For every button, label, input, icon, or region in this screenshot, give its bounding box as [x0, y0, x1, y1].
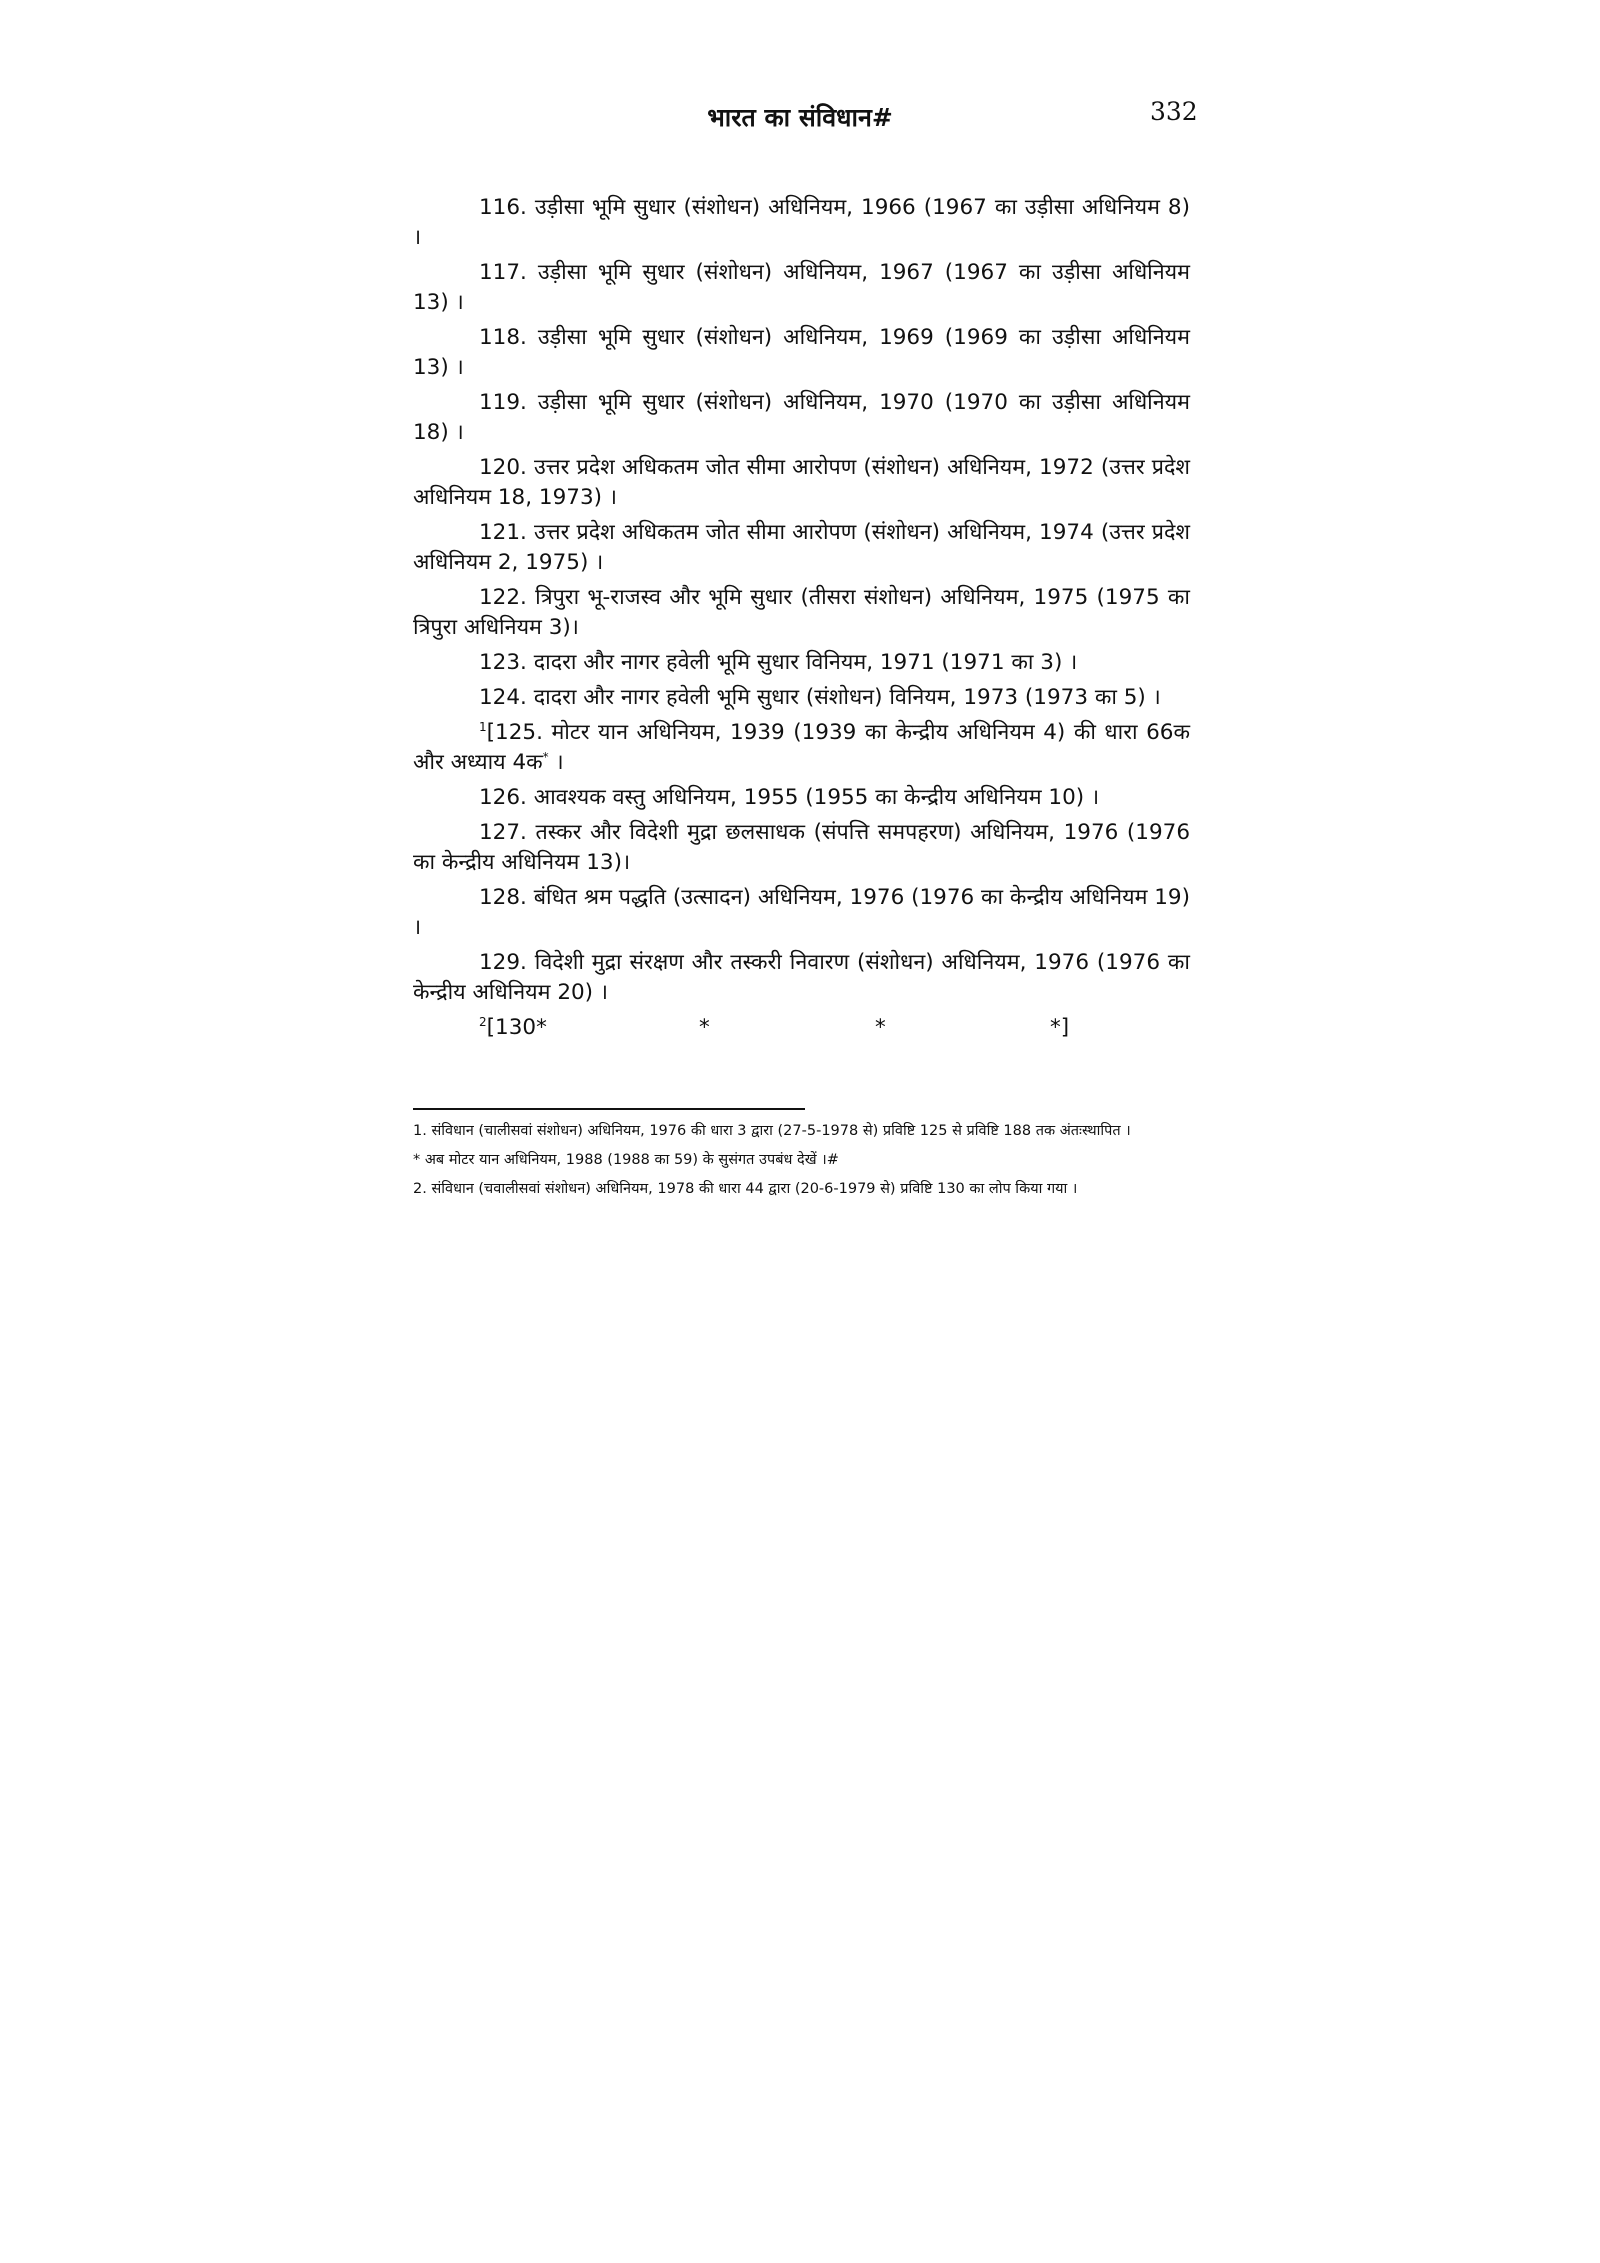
omitted-entry-number: [130*	[486, 1015, 547, 1040]
schedule-entry-117: 117. उड़ीसा भूमि सुधार (संशोधन) अधिनियम, 1967 (1967 का उड़ीसा अधिनियम 13) ।	[413, 260, 1190, 315]
entry-text: [125. मोटर यान अधिनियम, 1939 (1939 का केन्द्रीय अधिनियम 4) की धारा 66क और अध्याय 4क	[413, 720, 1190, 775]
schedule-entry-121: 121. उत्तर प्रदेश अधिकतम जोत सीमा आरोपण (संशोधन) अधिनियम, 1974 (उत्तर प्रदेश अधिनियम 2, 1975) ।	[413, 520, 1190, 575]
schedule-entry-126: 126. आवश्यक वस्तु अधिनियम, 1955 (1955 का केन्द्रीय अधिनियम 10) ।	[479, 785, 1100, 810]
schedule-entry-125	[413, 718, 1190, 778]
schedule-entry-124: 124. दादरा और नागर हवेली भूमि सुधार (संशोधन) विनियम, 1973 (1973 का 5) ।	[479, 685, 1161, 710]
schedule-entry-118: 118. उड़ीसा भूमि सुधार (संशोधन) अधिनियम, 1969 (1969 का उड़ीसा अधिनियम 13) ।	[413, 325, 1190, 380]
schedule-entry-129: 129. विदेशी मुद्रा संरक्षण और तस्करी निवारण (संशोधन) अधिनियम, 1976 (1976 का केन्द्रीय अधिनियम 20) ।	[413, 950, 1190, 1005]
schedule-entry-122: 122. त्रिपुरा भू-राजस्व और भूमि सुधार (तीसरा संशोधन) अधिनियम, 1975 (1975 का त्रिपुरा अधिनियम 3)।	[413, 585, 1190, 640]
omission-asterisk: *	[875, 1015, 886, 1040]
omission-asterisk: *	[699, 1015, 710, 1040]
footnotes	[413, 1118, 1193, 1205]
schedule-entry-128: 128. बंधित श्रम पद्धति (उत्सादन) अधिनियम, 1976 (1976 का केन्द्रीय अधिनियम 19) ।	[413, 885, 1191, 940]
schedule-entry-130-omitted	[413, 1013, 1190, 1043]
footnote-marker: 1	[479, 719, 487, 734]
footnote-2: 2. संविधान (चवालीसवां संशोधन) अधिनियम, 1978 की धारा 44 द्वारा (20-6-1979 से) प्रविष्टि 130 का लोप किया गया ।	[413, 1181, 1078, 1197]
schedule-entry-123: 123. दादरा और नागर हवेली भूमि सुधार विनियम, 1971 (1971 का 3) ।	[479, 650, 1078, 675]
schedule-entries	[413, 193, 1190, 1043]
schedule-entry-120: 120. उत्तर प्रदेश अधिकतम जोत सीमा आरोपण (संशोधन) अधिनियम, 1972 (उत्तर प्रदेश अधिनियम 18, 1973) ।	[413, 455, 1190, 510]
schedule-entry-127: 127. तस्कर और विदेशी मुद्रा छलसाधक (संपत्ति समपहरण) अधिनियम, 1976 (1976 का केन्द्रीय अधिनियम 13)।	[413, 820, 1190, 875]
footnote-1: 1. संविधान (चालीसवां संशोधन) अधिनियम, 1976 की धारा 3 द्वारा (27-5-1978 से) प्रविष्टि 125 से प्रविष्टि 188 तक अंतःस्थापित ।	[413, 1123, 1131, 1139]
omission-asterisk-end: *]	[1050, 1015, 1070, 1040]
page-number: 332	[1150, 97, 1198, 126]
entry-tail: ।	[548, 750, 564, 775]
schedule-entry-116: 116. उड़ीसा भूमि सुधार (संशोधन) अधिनियम, 1966 (1967 का उड़ीसा अधिनियम 8) ।	[413, 195, 1190, 250]
omitted-entry-start	[479, 1013, 547, 1043]
footnote-divider	[413, 1108, 805, 1110]
footnote-marker: 2	[479, 1014, 487, 1029]
schedule-entry-119: 119. उड़ीसा भूमि सुधार (संशोधन) अधिनियम, 1970 (1970 का उड़ीसा अधिनियम 18) ।	[413, 390, 1190, 445]
footnote-marker: *	[542, 749, 549, 764]
page-title: भारत का संविधान#	[707, 103, 893, 132]
footnote-asterisk: * अब मोटर यान अधिनियम, 1988 (1988 का 59) के सुसंगत उपबंध देखें ।#	[413, 1152, 839, 1168]
